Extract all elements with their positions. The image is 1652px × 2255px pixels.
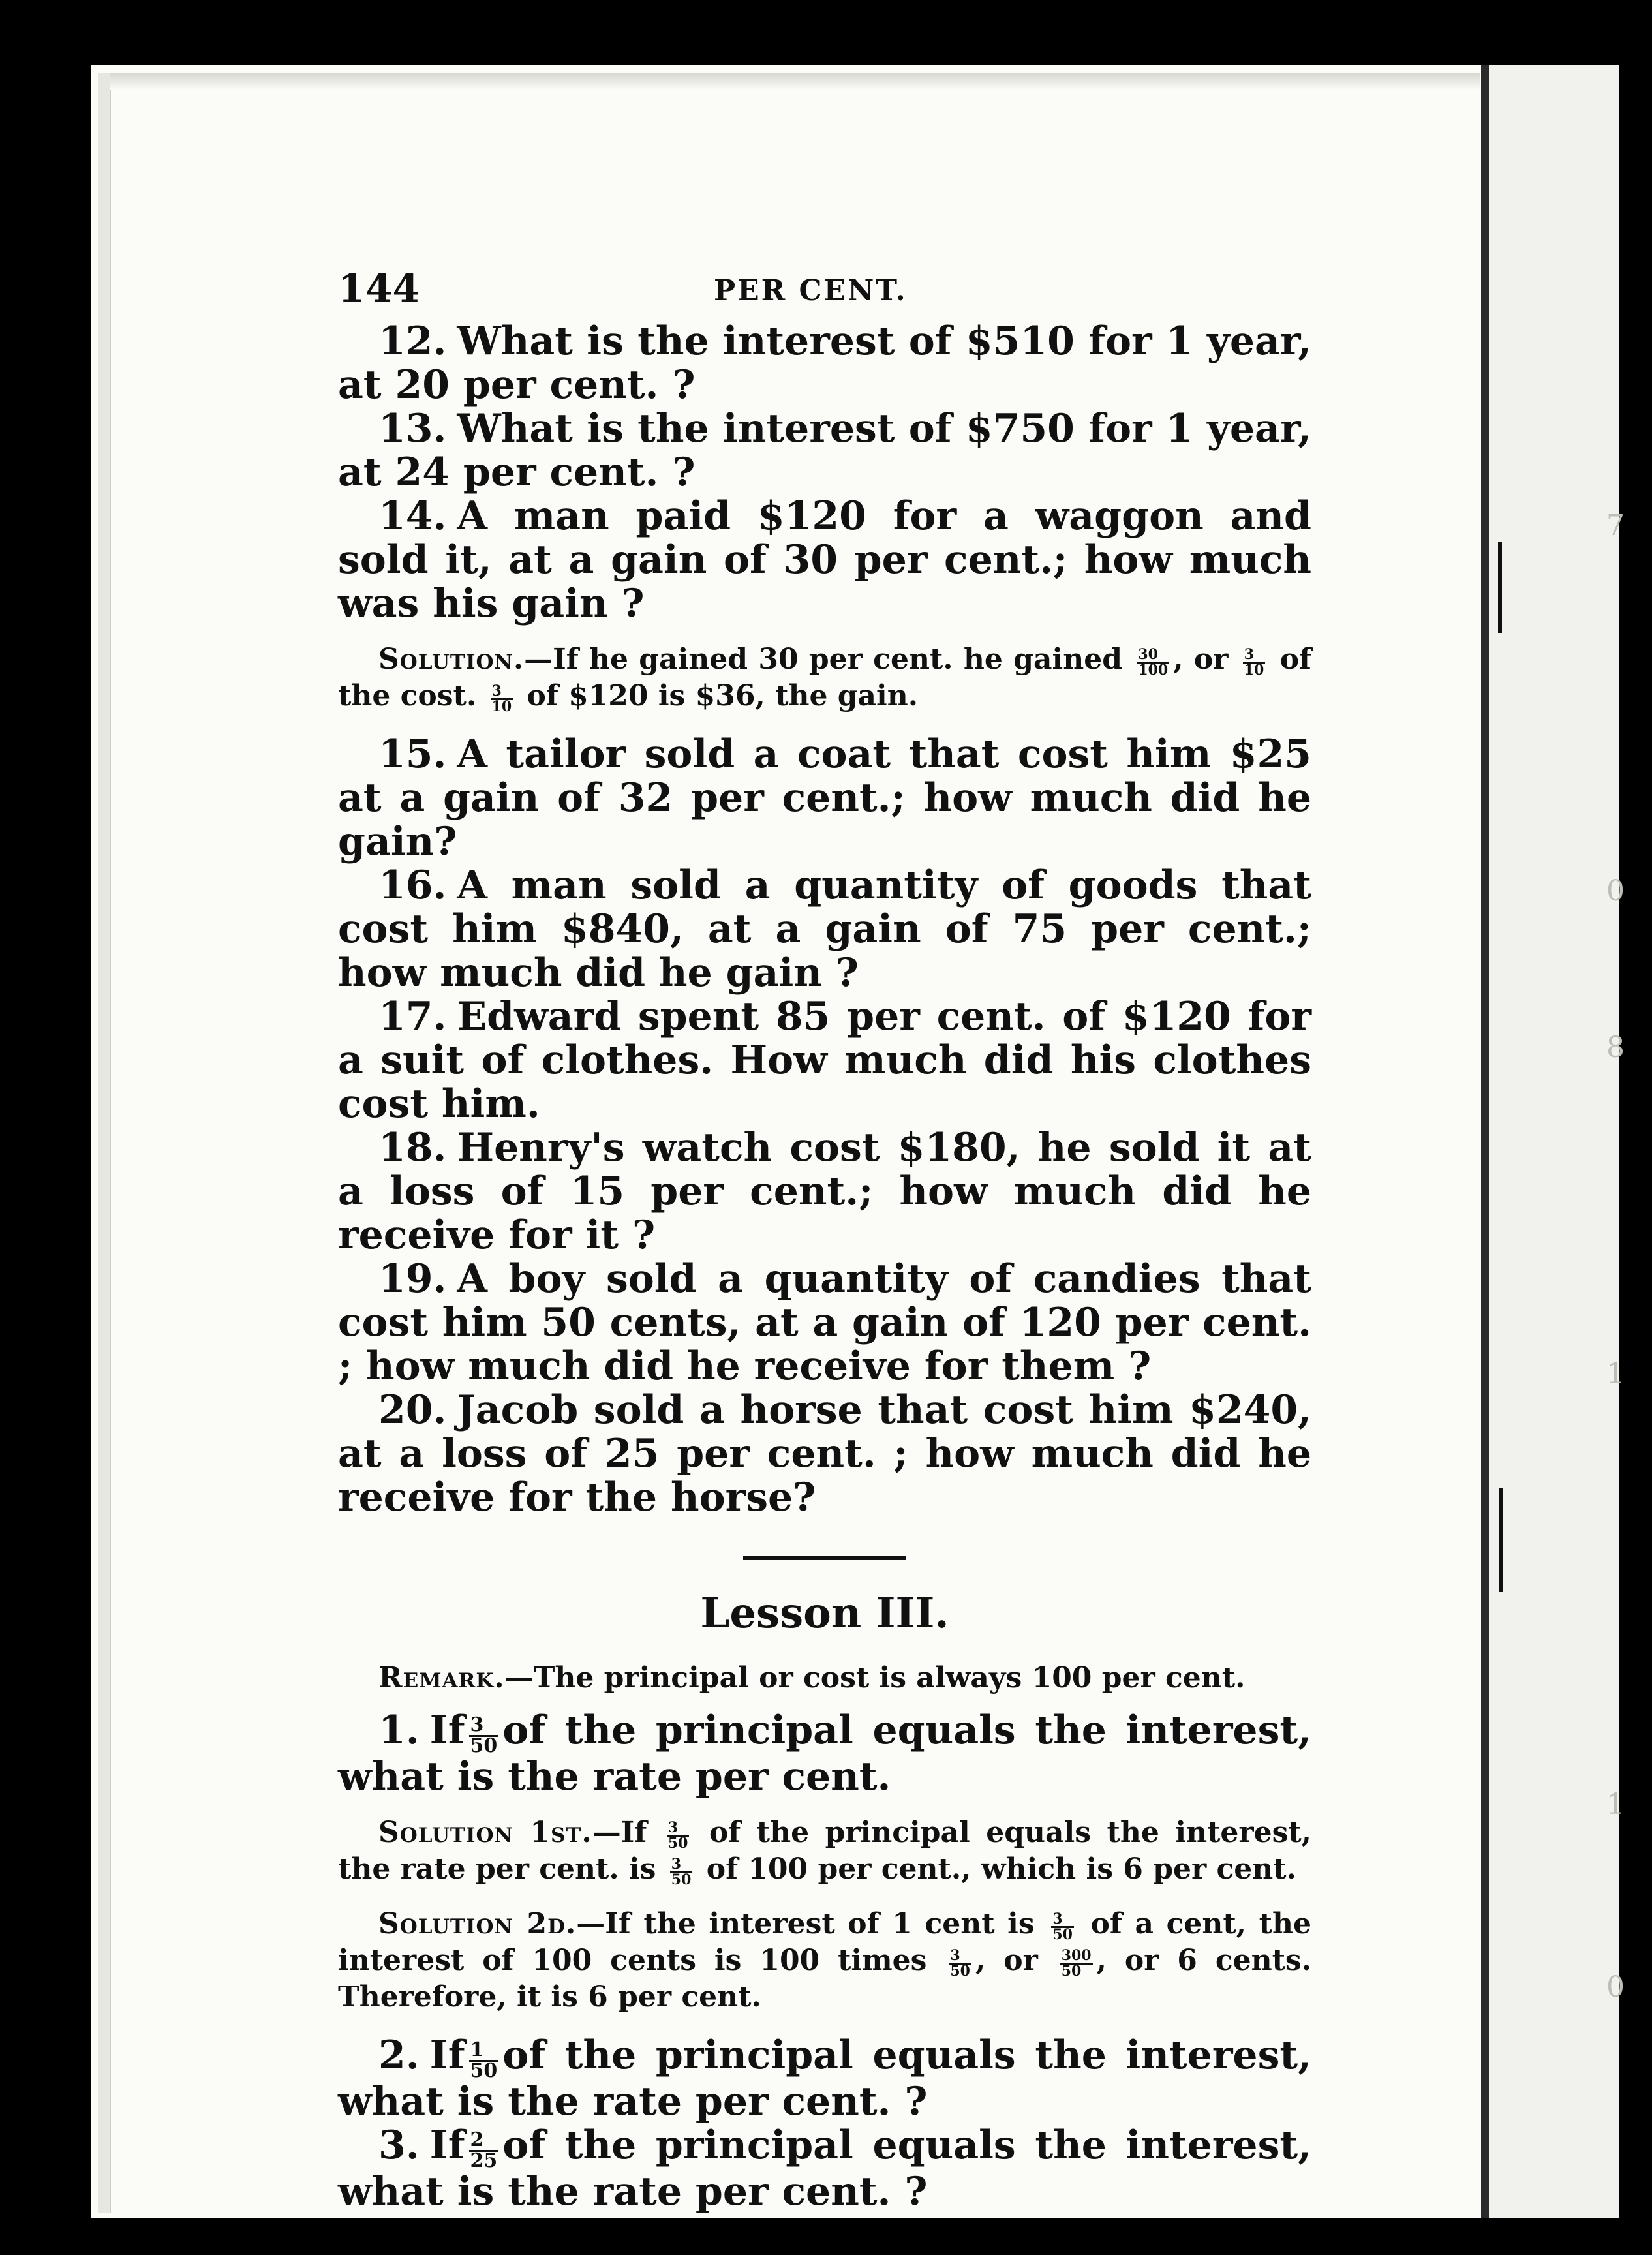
solution-label: Solution 1st. — [378, 1816, 592, 1850]
remark — [338, 1661, 1311, 1695]
facing-page-digit: 8 — [1606, 1031, 1625, 1064]
solution-2d — [338, 1906, 1311, 2016]
fraction-numerator: 3 — [1051, 1912, 1074, 1928]
fraction-denominator: 50 — [1061, 1963, 1082, 1980]
facing-page-digit: 1 — [1606, 1788, 1625, 1821]
facing-page-mark — [1498, 542, 1502, 633]
fraction — [469, 2038, 499, 2082]
question-13 — [338, 407, 1311, 495]
question-text: If — [429, 2033, 465, 2079]
facing-page-digit: 0 — [1606, 1971, 1625, 2004]
solution-text: of the principal equals the interest, the rate per cent. is — [338, 1816, 1311, 1886]
question-text: Henry's watch cost $180, he sold it at a loss of 15 per cent.; how much did he receive for it ? — [338, 1125, 1311, 1258]
solution-text: , or 6 cents. Therefore, it is 6 per cent. — [338, 1944, 1312, 2014]
question-number: 20. — [378, 1387, 447, 1433]
fraction-denominator: 50 — [470, 2059, 498, 2082]
solution-text: of a cent, the interest of 100 cents is 100 times — [338, 1907, 1311, 1978]
section-divider — [743, 1556, 906, 1560]
fraction-denominator: 25 — [470, 2149, 498, 2172]
remark-text: —The principal or cost is always 100 per cent. — [504, 1661, 1246, 1695]
fraction-numerator: 3 — [670, 1858, 693, 1873]
facing-page-digit: 1 — [1606, 1357, 1625, 1390]
solution-text: —If he gained 30 per cent. he gained — [524, 643, 1122, 676]
fraction — [491, 684, 513, 714]
question-number: 1. — [378, 1708, 420, 1753]
question-text: Edward spent 85 per cent. of $120 for a suit of clothes. How much did his clothes cost him. — [338, 994, 1311, 1127]
solution-text: —If the interest of 1 cent is — [576, 1907, 1035, 1941]
solution-text: , or — [975, 1944, 1038, 1978]
question-14 — [338, 495, 1311, 626]
question-number: 13. — [378, 406, 447, 452]
fraction-numerator: 300 — [1061, 1947, 1092, 1965]
solution-label: Solution 2d. — [378, 1907, 577, 1941]
fraction-denominator: 10 — [1244, 662, 1264, 679]
fraction-denominator: 10 — [491, 698, 512, 716]
fraction-numerator: 3 — [1243, 648, 1266, 664]
question-text: A man paid $120 for a waggon and sold it, at a gain of 30 per cent.; how much was his gain ? — [338, 493, 1311, 626]
fraction-numerator: 30 — [1137, 648, 1169, 664]
page-number: 144 — [338, 266, 420, 312]
question-15 — [338, 733, 1311, 864]
solution-text: of 100 per cent., which is 6 per cent. — [706, 1852, 1296, 1886]
fraction-denominator: 50 — [950, 1963, 970, 1980]
question-number: 14. — [378, 493, 447, 539]
solution-text: , or — [1173, 643, 1229, 676]
fraction-numerator: 1 — [469, 2041, 499, 2062]
fraction-denominator: 50 — [1052, 1926, 1073, 1944]
question-number: 16. — [378, 863, 447, 908]
question-text: If — [429, 2123, 465, 2169]
solution-text: —If — [592, 1816, 647, 1850]
facing-page-digit: 7 — [1606, 509, 1625, 542]
question-text: Jacob sold a horse that cost him $240, at a loss of 25 per cent. ; how much did he receive for the horse? — [338, 1387, 1311, 1520]
question-20 — [338, 1388, 1311, 1520]
question-number: 2. — [378, 2033, 420, 2079]
lesson-question-1 — [338, 1709, 1311, 1799]
question-text: of the principal equals the interest, what is the rate per cent. — [338, 1708, 1311, 1800]
question-text: If — [429, 1708, 465, 1753]
fraction — [1137, 648, 1169, 677]
page-text — [338, 261, 1311, 2214]
question-text: What is the interest of $750 for 1 year, at 24 per cent. ? — [338, 406, 1311, 495]
question-number: 18. — [378, 1125, 447, 1171]
solution-text: of the cost. — [338, 643, 1311, 713]
fraction — [670, 1858, 693, 1887]
page-top-shadow — [110, 73, 1480, 90]
fraction-numerator: 3 — [949, 1949, 971, 1965]
question-18 — [338, 1126, 1311, 1257]
running-title: PER CENT. — [714, 274, 908, 307]
question-text: A man sold a quantity of goods that cost him $840, at a gain of 75 per cent.; how much did he gain ? — [338, 863, 1311, 996]
question-12 — [338, 320, 1311, 407]
fraction-numerator: 3 — [469, 1716, 499, 1737]
question-text: What is the interest of $510 for 1 year, at 20 per cent. ? — [338, 318, 1311, 408]
question-text: A boy sold a quantity of candies that cost him 50 cents, at a gain of 120 per cent. ; how much did he receive for them ? — [338, 1256, 1311, 1389]
fraction-denominator: 100 — [1138, 662, 1169, 679]
solution-label: Solution. — [378, 643, 525, 676]
question-19 — [338, 1257, 1311, 1388]
lesson-title: Lesson III. — [700, 1589, 949, 1638]
facing-page-strip — [1489, 65, 1625, 2218]
fraction-denominator: 50 — [671, 1871, 692, 1889]
remark-label: Remark. — [378, 1661, 505, 1695]
fraction-denominator: 50 — [667, 1835, 688, 1852]
solution-1st — [338, 1815, 1311, 1888]
fraction — [1060, 1949, 1093, 1978]
facing-page-mark — [1499, 1488, 1503, 1592]
question-16 — [338, 864, 1311, 995]
question-number: 12. — [378, 318, 447, 364]
page-header — [338, 261, 1311, 320]
fraction — [1243, 648, 1266, 677]
fraction — [949, 1949, 971, 1978]
fraction — [469, 1713, 499, 1757]
fraction-denominator: 50 — [470, 1734, 498, 1757]
question-number: 3. — [378, 2123, 420, 2169]
solution-text: of $120 is $36, the gain. — [527, 679, 919, 713]
book-spine — [1481, 65, 1489, 2218]
fraction-numerator: 3 — [491, 684, 513, 700]
fraction-numerator: 2 — [469, 2131, 499, 2152]
fraction — [469, 2128, 499, 2172]
fraction-numerator: 3 — [667, 1821, 690, 1837]
question-text: of the principal equals the interest, what is the rate per cent. ? — [338, 2123, 1311, 2215]
fraction — [667, 1821, 690, 1850]
facing-page-digit: 0 — [1606, 874, 1625, 908]
question-number: 15. — [378, 731, 447, 777]
lesson-question-2 — [338, 2034, 1311, 2124]
lesson-question-3 — [338, 2124, 1311, 2214]
question-17 — [338, 995, 1311, 1126]
question-text: A tailor sold a coat that cost him $25 at a gain of 32 per cent.; how much did he gain? — [338, 731, 1311, 865]
page-edge — [98, 73, 111, 2213]
fraction — [1051, 1912, 1074, 1942]
solution-14 — [338, 641, 1311, 714]
question-number: 17. — [378, 994, 447, 1039]
question-text: of the principal equals the interest, what is the rate per cent. ? — [338, 2033, 1311, 2125]
question-number: 19. — [378, 1256, 447, 1302]
